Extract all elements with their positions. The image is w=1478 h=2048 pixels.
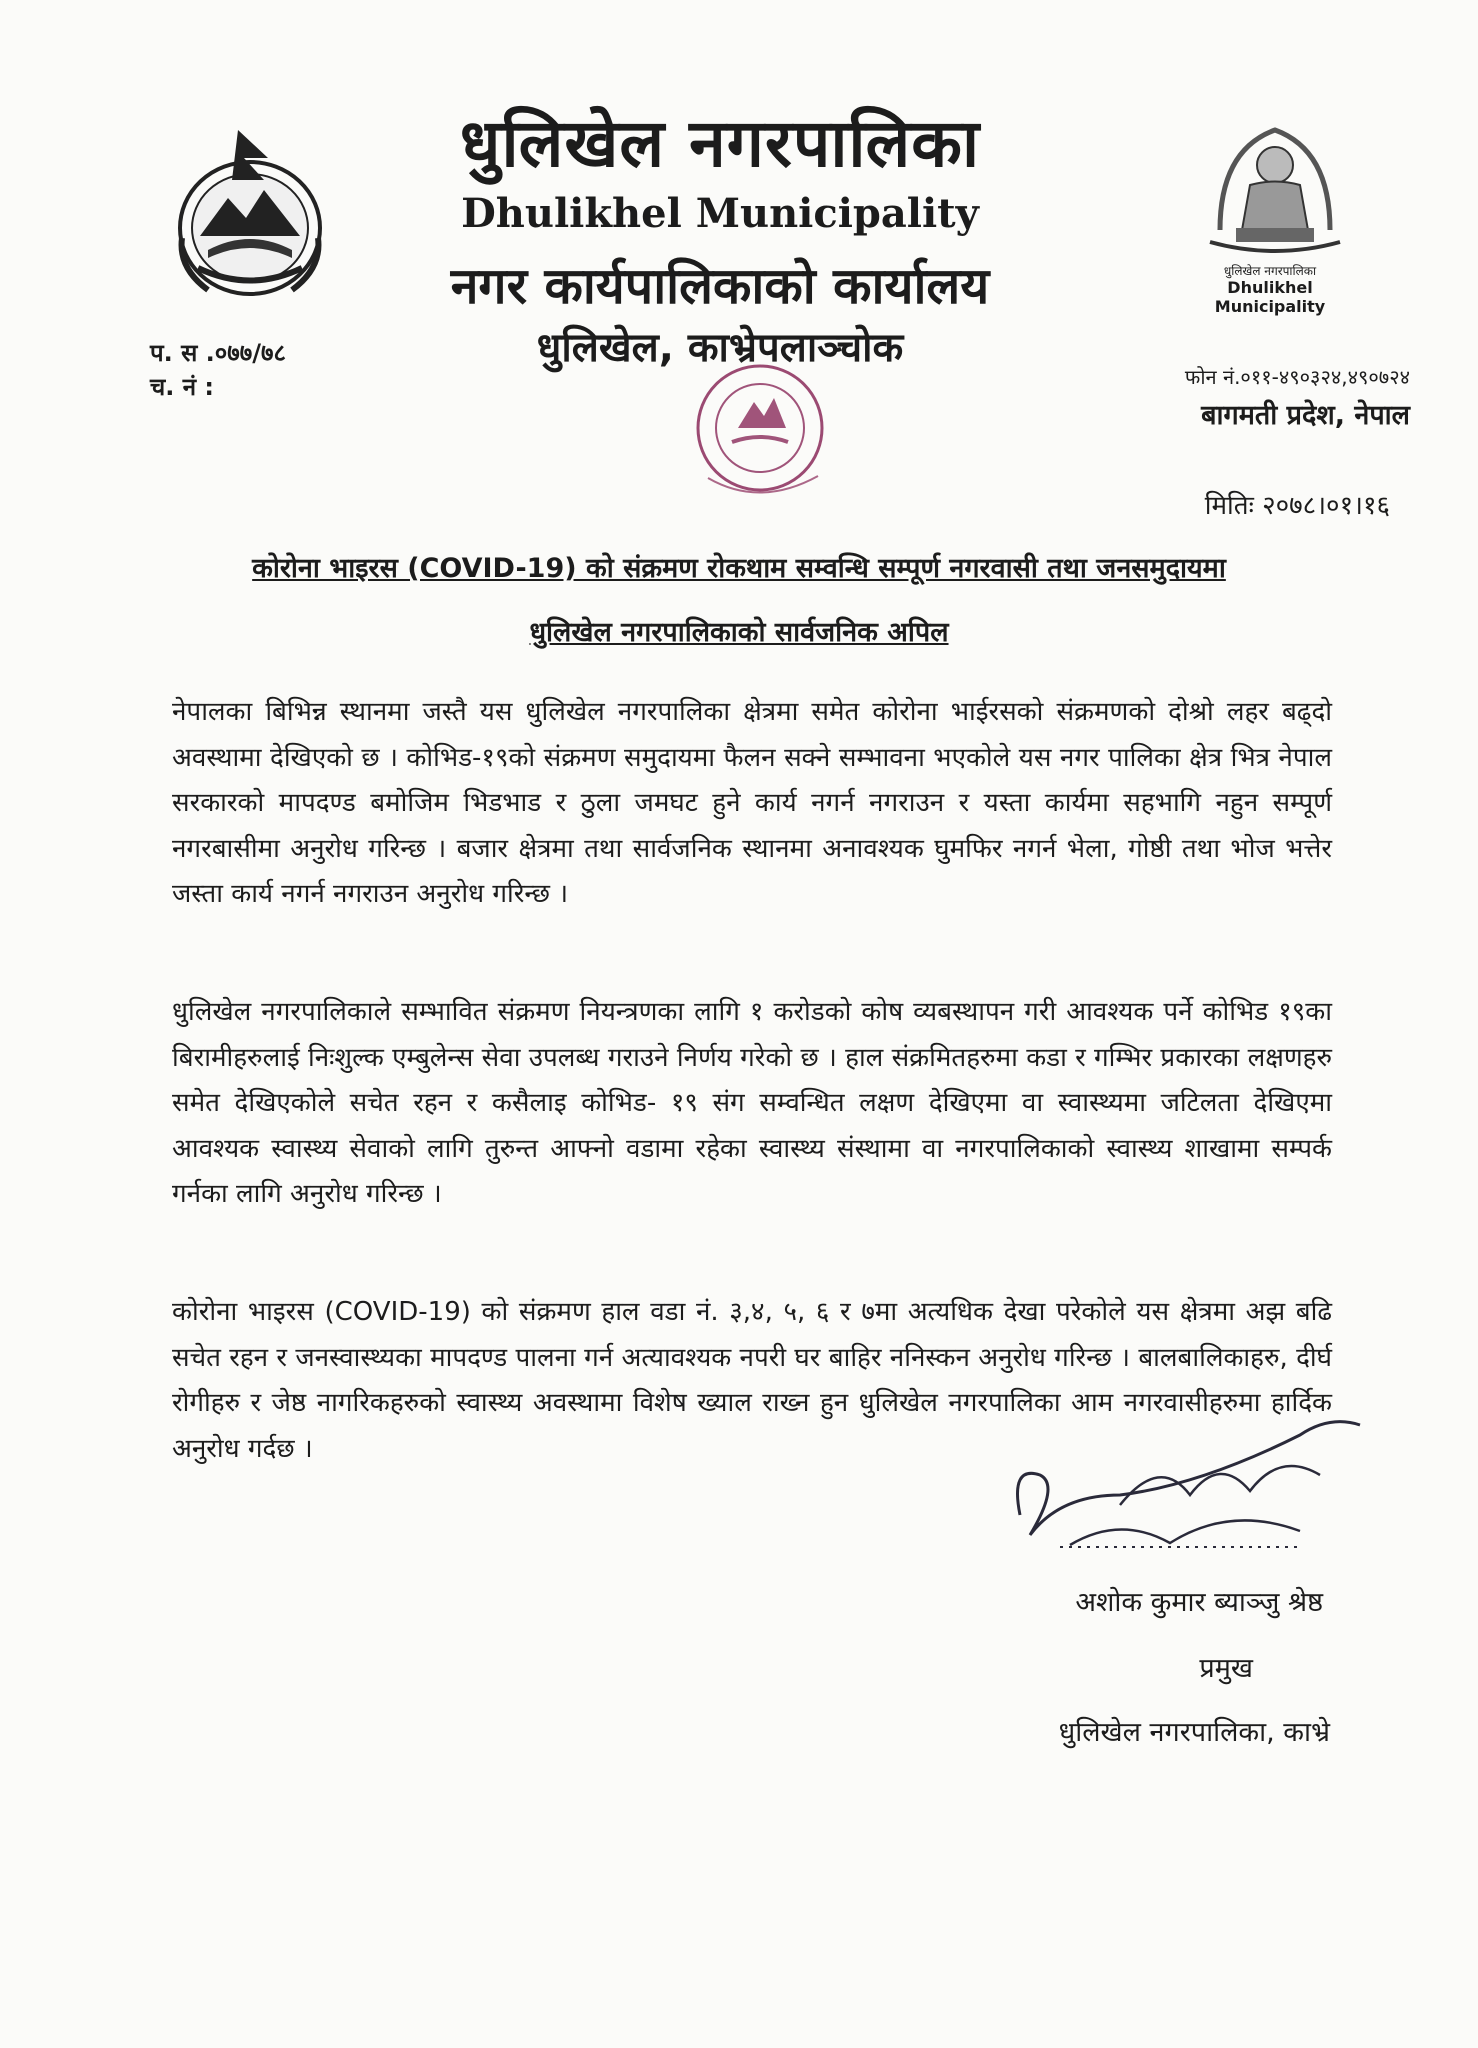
municipality-title-nepali: धुलिखेल नगरपालिका <box>459 105 981 182</box>
municipality-title-english: Dhulikhel Municipality <box>461 190 979 237</box>
signatory-organization: धुलिखेल नगरपालिका, काभ्रे <box>1058 1717 1330 1748</box>
office-title: नगर कार्यपालिकाको कार्यालय <box>450 257 990 315</box>
logo-caption-np: धुलिखेल नगरपालिका <box>1223 264 1317 278</box>
letter-date: मितिः २०७८।०१।१६ <box>1204 491 1390 521</box>
signatory-name: अशोक कुमार ब्याञ्जु श्रेष्ठ <box>1075 1587 1323 1618</box>
subject-line-1: कोरोना भाइरस (COVID-19) को संक्रमण रोकथाम सम्वन्धि सम्पूर्ण नगरवासी तथा जनसमुदायमा <box>252 553 1226 584</box>
nepal-emblem-logo <box>168 118 333 308</box>
body-paragraph-1: नेपालका बिभिन्न स्थानमा जस्तै यस धुलिखेल नगरपालिका क्षेत्रमा समेत कोरोना भाईरसको संक्रमणको दोश्रो लहर बढ्दो अवस्थामा देखिएको छ । कोभिड-१९को संक्रमण समुदायमा फैलन सक्ने सम्भावना भएकोले यस नगर पालिका क्षेत्र भित्र नेपाल सरकारको मापदण्ड बमोजिम भिडभाड र ठुला जमघट हुने कार्य नगर्न नगराउन र यस्ता कार्यमा सहभागि नहुन सम्पूर्ण नगरबासीमा अनुरोध गरिन्छ । बजार क्षेत्रमा तथा सार्वजनिक स्थानमा अनावश्यक घुमफिर नगर्न भेला, गोष्ठी तथा भोज भत्तेर जस्ता कार्य नगर्न नगराउन अनुरोध गरिन्छ । <box>172 697 1332 909</box>
official-stamp <box>668 358 858 528</box>
signatory-title: प्रमुख <box>1199 1653 1253 1684</box>
body-paragraph-3: कोरोना भाइरस (COVID-19) को संक्रमण हाल वडा नं. ३,४, ५, ६ र ७मा अत्यधिक देखा परेकोले यस क्षेत्रमा अझ बढि सचेत रहन र जनस्वास्थ्यका मापदण्ड पालना गर्न अत्यावश्यक नपरी घर बाहिर ननिस्कन अनुरोध गरिन्छ । बालबालिकाहरु, दीर्घ रोगीहरु र जेष्ठ नागरिकहरुको स्वास्थ्य अवस्थामा विशेष ख्याल राख्न हुन धुलिखेल नगरपालिका आम नगरवासीहरुमा हार्दिक अनुरोध गर्दछ । <box>172 1297 1332 1464</box>
dhulikhel-deity-logo <box>1200 110 1350 260</box>
logo-caption-en: Dhulikhel Municipality <box>1214 278 1326 316</box>
handwritten-signature <box>1000 1395 1380 1575</box>
province-label: बागमती प्रदेश, नेपाल <box>1201 400 1410 431</box>
office-location: धुलिखेल, काभ्रेपलाञ्चोक <box>536 325 904 371</box>
phone-number: फोन नं.०११-४९०३२४,४९०७२४ <box>1184 365 1410 389</box>
body-paragraph-2: धुलिखेल नगरपालिकाले सम्भावित संक्रमण नियन्त्रणका लागि १ करोडको कोष व्यबस्थापन गरी आवश्यक पर्ने कोभिड १९का बिरामीहरुलाई निःशुल्क एम्बुलेन्स सेवा उपलब्ध गराउने निर्णय गरेको छ । हाल संक्रमितहरुमा कडा र गम्भिर प्रकारका लक्षणहरु समेत देखिएकोले सचेत रहन र कसैलाइ कोभिड- १९ संग सम्वन्धित लक्षण देखिएमा वा स्वास्थ्यमा जटिलता देखिएमा आवश्यक स्वास्थ्य सेवाको लागि तुरुन्त आफ्नो वडामा रहेका स्वास्थ्य संस्थामा वा नगरपालिकाको स्वास्थ्य शाखामा सम्पर्क गर्नका लागि अनुरोध गरिन्छ । <box>172 997 1332 1209</box>
subject-line-2: धुलिखेल नगरपालिकाको सार्वजनिक अपिल <box>529 617 949 648</box>
reference-ps: प. स .०७७/७८ <box>150 339 286 367</box>
reference-chn: च. नं : <box>150 373 214 401</box>
